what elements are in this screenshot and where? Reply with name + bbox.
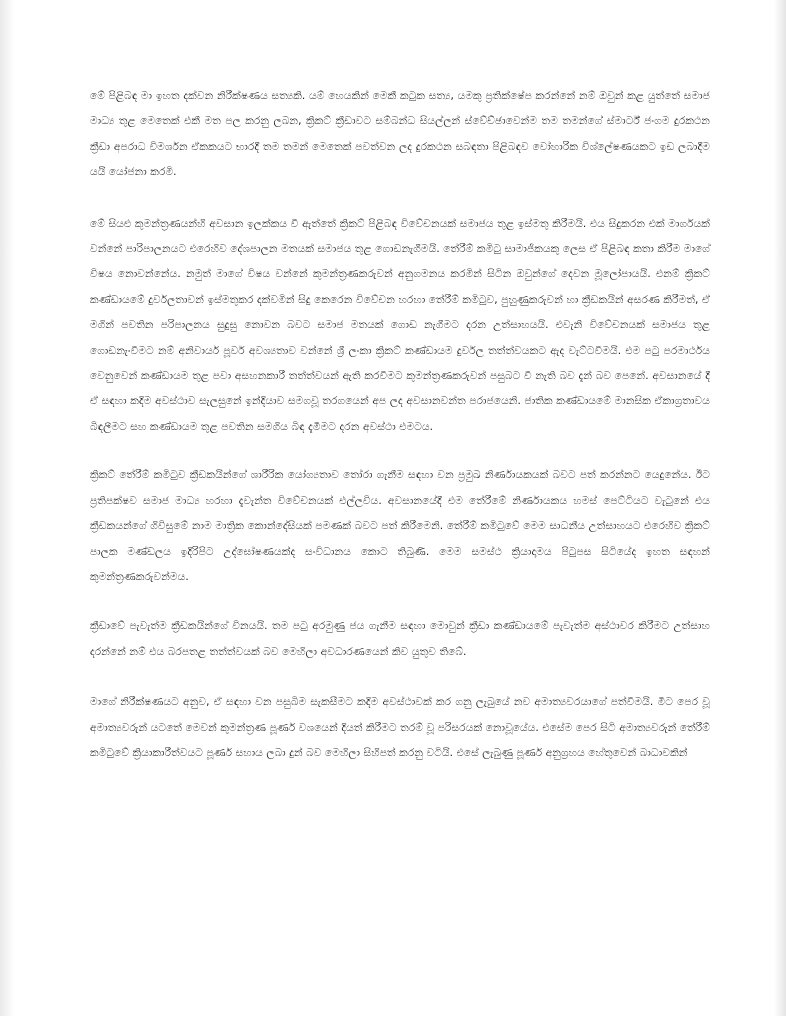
paragraph-3: ක්‍රිකට් තේරීම් කමිටුව ක්‍රීඩකයින්ගේ ශාරීරික යෝග්‍යතාව තෝරා ගැනීම සඳහා වන ප්‍රමුඛ නිර්ණායකයක් බවට පත් කරන්නට යෙදුනේය. ඊට ප්‍රතිපක්ෂව සමාජ මාධ්‍ය හරහා දැවැන්ත විවේචනයක් එල්ලවිය. අවසානයේදී එම තේරීමේ නිර්ණායකය හමස් පෙට්ටියට වැටුනේ එය ක්‍රීඩකයන්ගේ ගිවිසුමේ නාම මාත්‍රික කොන්දේසියක් පමණක් බවට පත් කිරීමෙනි. තේරීම් කමිටුවේ මෙම සාධනීය උත්සාහයට එරෙහිව ක්‍රිකට් පාලක මණ්ඩලය ඉදිරිපිට උද්ඝෝෂණයක්ද සංවිධානය කොට තිබුණි. මෙම සමස්ථ ක්‍රියාදාමය පිටුපස සිටියේද ඉහත සඳහන් කුමන්ත්‍රණකරුවන්මය. (90, 469, 710, 583)
page-edge-shadow-right (774, 0, 786, 1016)
paragraph-4: ක්‍රීඩාවේ පැවැත්ම ක්‍රීඩකයින්ගේ විනයයි. තම පටු අරමුණු ජය ගැනීම සඳහා මොවුන් ක්‍රීඩා කණ්ඩායමේ පැවැත්ම අස්ථාවර කිරීමට උත්සාහ දරන්නේ නම් එය බරපතළ තත්ත්වයක් බව මෙහිලා අවධාරණයෙන් කිව යුතුව තිබේ. (90, 620, 710, 658)
paragraph-5: මාගේ නිරීක්ෂණයට අනුව, ඒ සඳහා වන පසුබිම සැකසීමට කදිම අවස්ථාවක් කර ගනු ලැබුයේ නව අමාත්‍යවරයාගේ පත්වීමයි. මීට පෙර වූ අමාත්‍යවරුන් යටතේ මෙවන් කුමන්ත්‍රණ පූර්ණ වශයෙන් දියත් කිරීමට තරම් වූ පරිසරයක් නොවූයේය. එසේම පෙර සිටි අමාත්‍යවරුන් තේරීම් කමිටුවේ ක්‍රියාකාරීත්වයට පූර්ණ සහාය ලබා දුන් බව මෙහිලා සිහිපත් කරනු වටියි. එසේ ලැබුණු පූර්ණ අනුග්‍රහය හේතුවෙන් බාධාවකින් (90, 696, 710, 759)
paragraph-2: මේ සියළු කුමන්ත්‍රණයන්හි අවසාන ඉලක්කය වී ඇත්තේ ක්‍රිකට් පිළිබඳ විවේචනයක් සමාජය තුළ ඉස්මතු කිරීමයි. එය සිදුකරන එක් මාර්ගයක් වන්නේ පාරිපාලනයට එරෙහිව දේශපාලන මතයක් සමාජය තුළ ගොඩනැගීමයි. තේරීම් කමිටු සාමාජිකයකු ලෙස ඒ පිළිබඳ කතා කිරීම මාගේ විෂය නොවන්නේය. නමුත් මාගේ විෂය වන්නේ කුමන්ත්‍රණකරුවන් අනුගමනය කරමින් සිටින ඔවුන්ගේ දෙවන මූලෝපායයි. එනම් ක්‍රිකට් කණ්ඩායමේ දුර්වලතාවන් ඉස්මතුකර දක්වමින් සිදු කෙරෙන විවේචන හරහා තේරීම් කමිටුව, පුහුණුකරුවන් හා ක්‍රීඩකයින් අසරණ කිරීමත්, ඒ මගින් පවතින පරිපාලනය සුදුසු නොවන බවට සමාජ මතයක් ගොඩ නැගීමට දරන උත්සාහයයි. එවැනි විවේචනයක් සමාජය තුළ ගොඩනැංවීමට නම් අනිවාර්ය පූර්ව අවශ්‍යතාව වන්නේ ශ්‍රී ලංකා ක්‍රිකට් කණ්ඩායම දුර්වල තත්ත්වයකට ඇද වැට්ටවීමයි. එම පටු පරමාර්ථය වෙනුවෙන් කණ්ඩායම තුළ පවා අසහනකාරී තත්ත්වයන් ඇති කරවීමට කුමන්ත්‍රණකරුවන් පසුබට වී නැති බව දැන් බව පෙනේ. අවසානයේ දී ඒ සඳහා කදිම අවස්ථාව සැලසුනේ ඉන්දියාව සමගවූ තරගයෙන් අප ලද අවසානවන්ත පරාජයෙනි. ජාතික කණ්ඩායමේ මානසික ඒකාග්‍රතාවය බිඳලීමට සහ කණ්ඩායම තුළ පවතින සමගිය බිඳ දැමීමට දරන අවස්ථා එමටය. (90, 217, 711, 433)
paragraph-1: මේ පිළිබඳ මා ඉහත දක්වන නිරීක්ෂණය සත්‍යකි. යම් හෙයකින් මෙකී කටුක සත්‍ය, යමකු ප්‍රතික්ෂේප කරන්නේ නම් ඔවුන් කළ යුත්තේ සමාජ මාධ්‍ය තුළ මෙතෙක් එකී මත පල කරනු ලබන, ක්‍රිකට් ක්‍රීඩාවට සම්බන්ධ සියල්ලන් ස්වේච්ඡාවෙන්ම තම තමන්ගේ ස්මාර්ට් ජංගම දුරකථන ක්‍රීඩා අපරාධ විමර්ශන ඒකකයට භාරදී තම තමන් මෙතෙක් පවත්වන ලද දුරකථන සබඳතා පිළිබඳව වෝහාරික විශ්ලේෂණයකට ඉඩ ලබාදීම යයි යෝජනා කරමි. (90, 90, 710, 179)
document-body (90, 84, 710, 792)
page-edge-shadow-left (0, 0, 14, 1016)
